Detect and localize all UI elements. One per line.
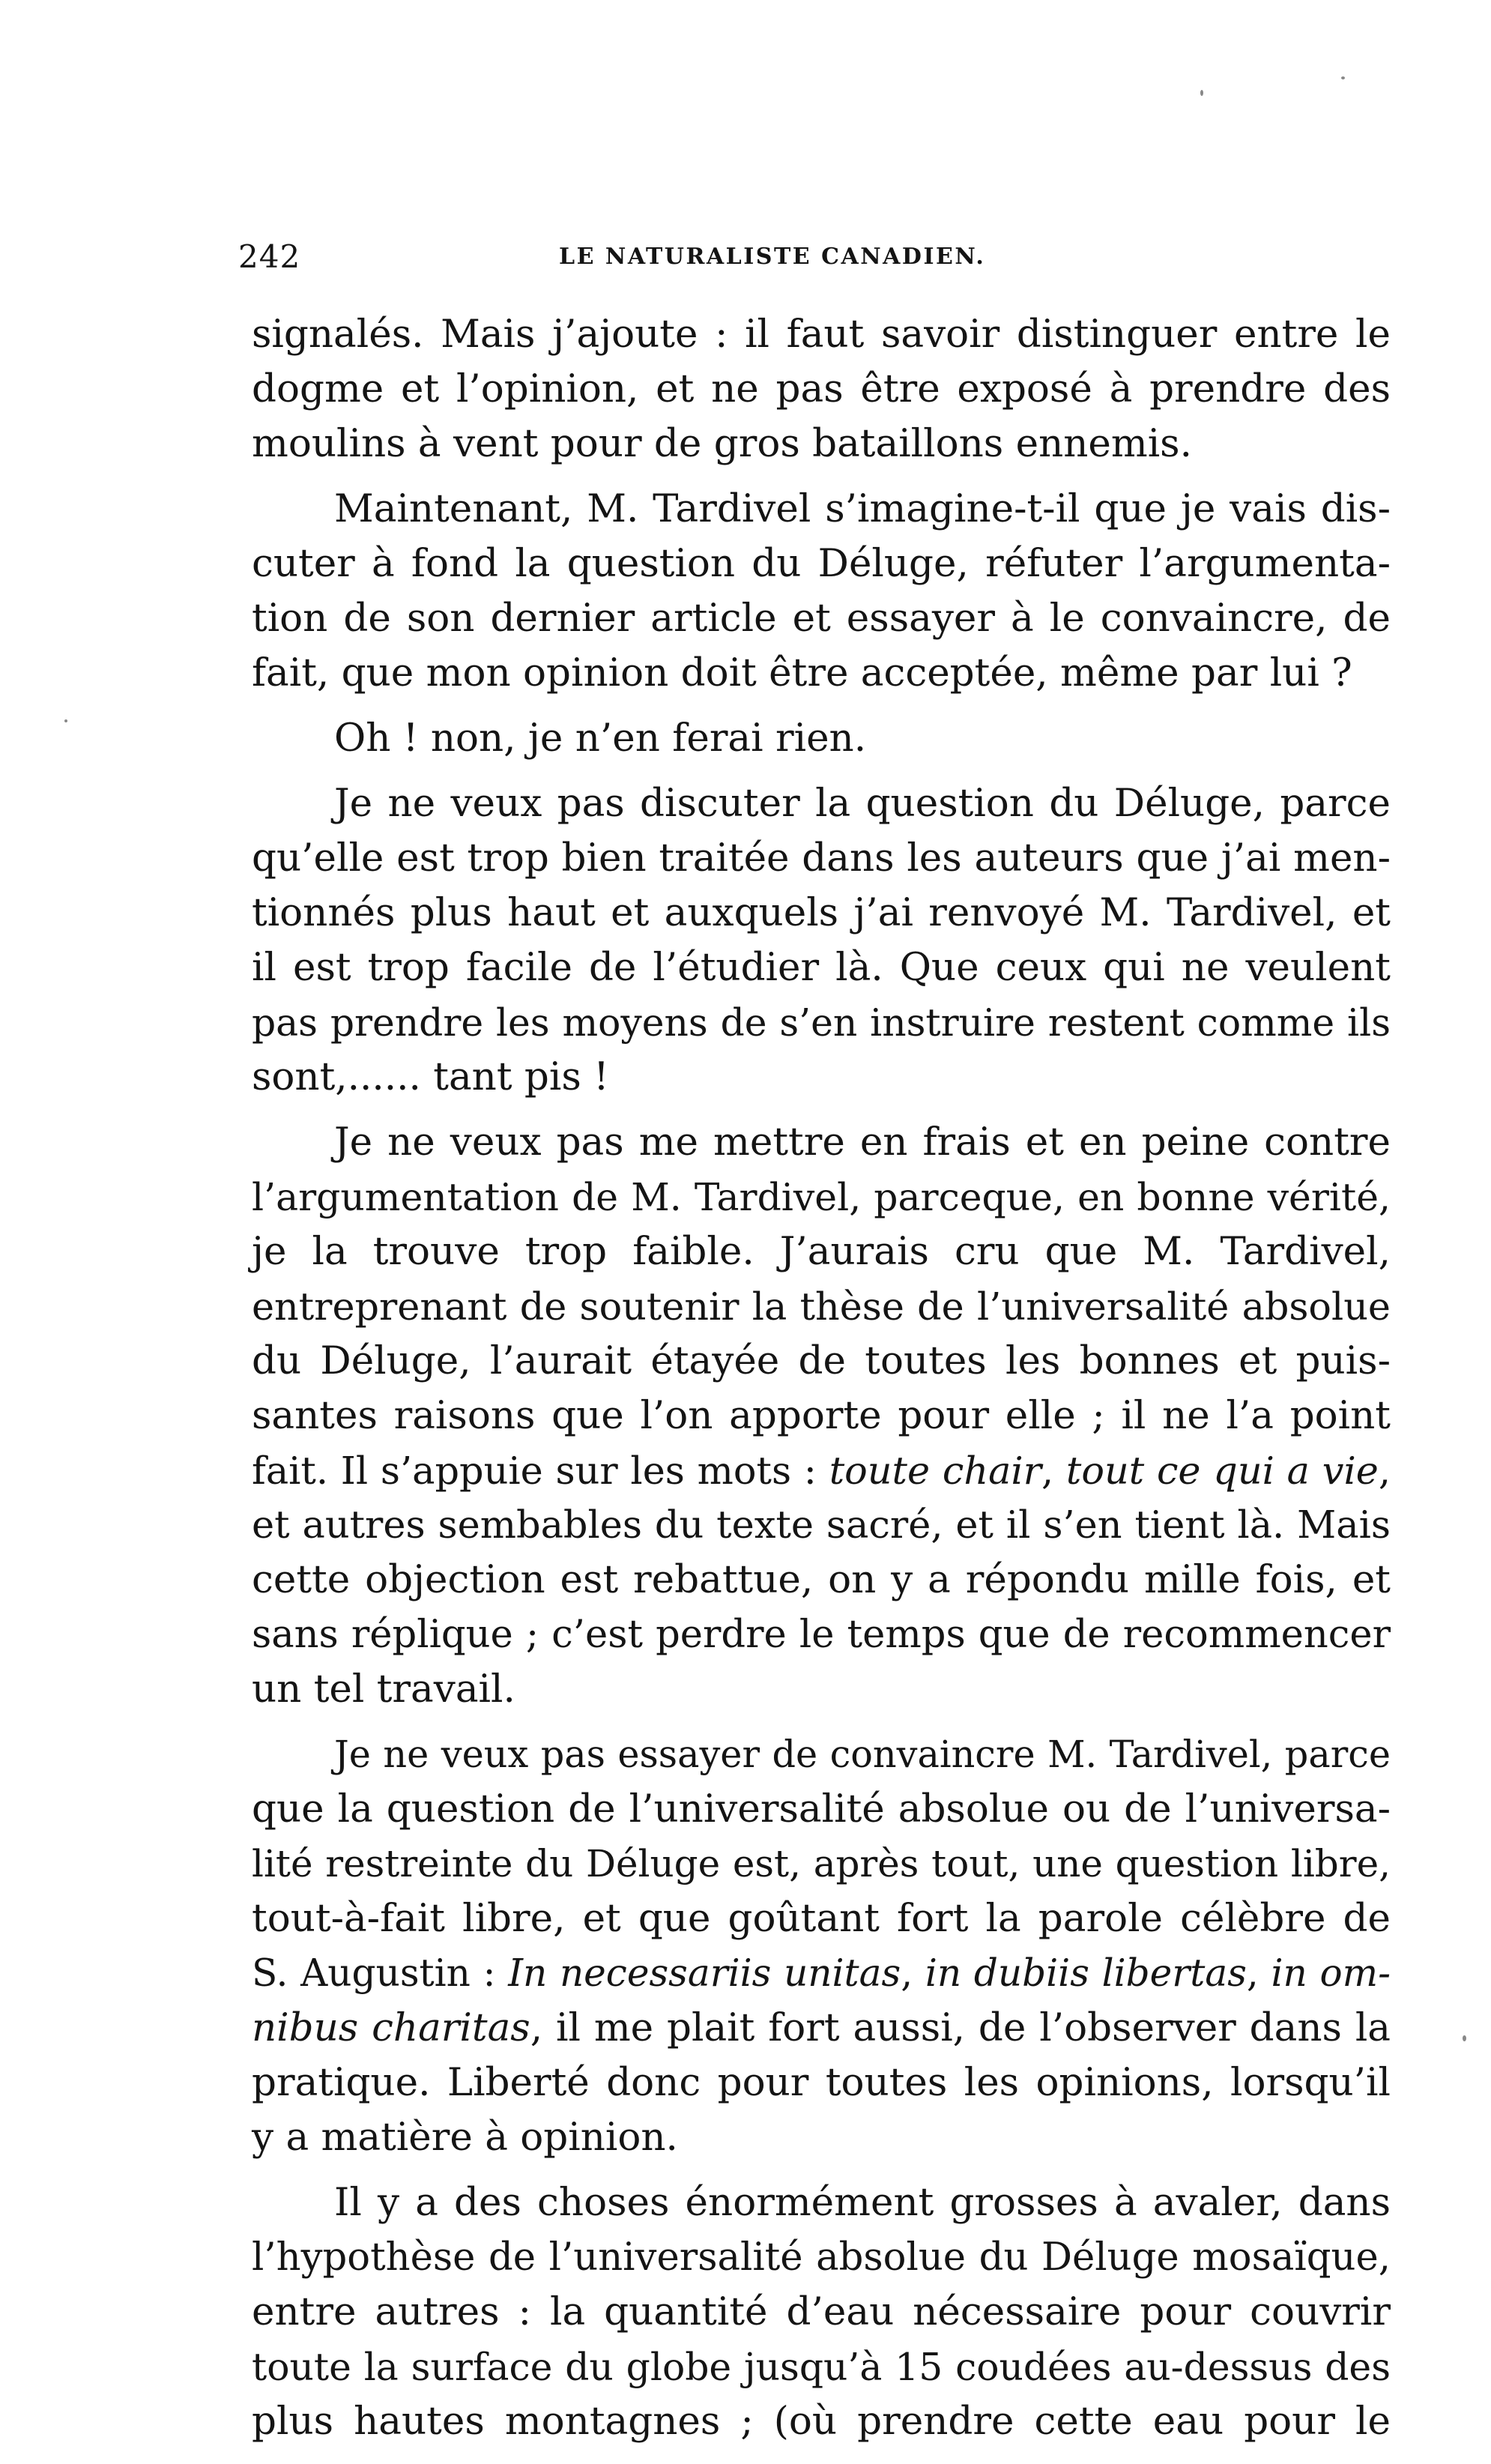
text-line <box>252 2001 1391 2056</box>
text-line <box>252 1837 1391 1891</box>
text-run: dogme et l’opinion, et ne pas être exposé à prendre des <box>252 366 1391 411</box>
text-run: du Déluge, l’aurait étayée de toutes les bonnes et puis- <box>252 1338 1391 1383</box>
italic-text-run: tout ce qui a vie <box>1065 1449 1379 1493</box>
page-header <box>238 235 1392 280</box>
italic-text-run: in om- <box>1271 1951 1391 1995</box>
text-line <box>252 482 1391 537</box>
text-run: tout-à-fait libre, et que goûtant fort la parole célèbre de <box>252 1896 1391 1941</box>
text-run: fait, que mon opinion doit être acceptée, même par lui ? <box>252 650 1352 695</box>
scan-speck <box>64 719 67 722</box>
text-run: cette objection est rebattue, on y a répondu mille fois, et <box>252 1557 1391 1602</box>
italic-text-run: toute chair <box>829 1449 1041 1493</box>
page-number: 242 <box>238 238 301 275</box>
text-run: Il y a des choses énormément grosses à avaler, dans <box>334 2180 1391 2225</box>
scan-speck <box>1200 90 1203 96</box>
text-line <box>252 1334 1391 1389</box>
text-run: , <box>1041 1449 1066 1493</box>
text-line <box>252 2175 1391 2230</box>
text-run: moulins à vent pour de gros bataillons ennemis. <box>252 421 1192 466</box>
text-line <box>252 1782 1391 1837</box>
running-title: LE NATURALISTE CANADIEN. <box>559 244 986 270</box>
text-line <box>252 1050 1391 1105</box>
text-run: , <box>1378 1449 1391 1493</box>
text-line <box>252 1443 1391 1498</box>
text-line <box>252 940 1391 995</box>
text-line <box>252 2110 1391 2165</box>
text-line <box>252 1498 1391 1553</box>
text-run: l’hypothèse de l’universalité absolue du Déluge mosaïque, <box>252 2235 1391 2280</box>
text-run: pas prendre les moyens de s’en instruire restent comme ils <box>252 1000 1391 1045</box>
text-run: qu’elle est trop bien traitée dans les auteurs que j’ai men- <box>252 836 1391 881</box>
text-line <box>252 995 1391 1050</box>
text-run: Oh ! non, je n’en ferai rien. <box>334 716 867 761</box>
text-line <box>252 1891 1391 1946</box>
italic-text-run: In necessariis unitas <box>508 1951 901 1995</box>
text-line <box>252 2394 1391 2449</box>
scan-speck <box>1463 2035 1466 2041</box>
text-line <box>252 2340 1391 2394</box>
text-run: y a matière à opinion. <box>252 2115 678 2160</box>
text-line <box>252 591 1391 646</box>
text-run: entreprenant de soutenir la thèse de l’universalité absolue <box>252 1284 1391 1329</box>
text-run: toute la surface du globe jusqu’à 15 coudées au-dessus des <box>252 2345 1391 2389</box>
text-line <box>252 1727 1391 1782</box>
text-line <box>252 2230 1391 2285</box>
text-line <box>252 1662 1391 1717</box>
italic-text-run: in dubiis libertas <box>925 1951 1247 1995</box>
text-line <box>252 1946 1391 2001</box>
text-line <box>252 307 1391 362</box>
text-run: un tel travail. <box>252 1667 515 1712</box>
text-run: que la question de l’universalité absolue ou de l’universa- <box>252 1787 1391 1832</box>
text-line <box>252 362 1391 417</box>
text-line <box>252 1279 1391 1334</box>
text-run: il est trop facile de l’étudier là. Que ceux qui ne veulent <box>252 945 1391 990</box>
text-run: Maintenant, M. Tardivel s’imagine-t-il que je vais dis- <box>334 486 1391 531</box>
text-line <box>252 886 1391 940</box>
text-run: S. Augustin : <box>252 1951 509 1995</box>
text-run: lité restreinte du Déluge est, après tout, une question libre, <box>252 1842 1391 1885</box>
text-line <box>252 831 1391 886</box>
text-run: , <box>901 1951 925 1995</box>
text-line <box>252 2285 1391 2340</box>
text-run: et autres sembables du texte sacré, et il s’en tient là. Mais <box>252 1503 1391 1547</box>
text-run: Je ne veux pas essayer de convaincre M. Tardivel, parce <box>334 1733 1391 1776</box>
text-run: sans réplique ; c’est perdre le temps que de recommencer <box>252 1613 1391 1657</box>
text-run: pratique. Liberté donc pour toutes les opinions, lorsqu’il <box>252 2060 1391 2105</box>
text-run: tionnés plus haut et auxquels j’ai renvoyé M. Tardivel, et <box>252 890 1391 935</box>
text-line <box>252 1225 1391 1279</box>
text-line <box>252 1553 1391 1607</box>
text-run: fait. Il s’appuie sur les mots : <box>252 1449 829 1493</box>
text-line <box>252 1607 1391 1662</box>
text-line <box>252 1389 1391 1443</box>
text-line <box>252 417 1391 471</box>
italic-text-run: nibus charitas <box>252 2005 530 2050</box>
text-run: tion de son dernier article et essayer à le convaincre, de <box>252 596 1391 641</box>
text-line <box>252 776 1391 831</box>
text-line <box>252 2056 1391 2110</box>
text-run: entre autres : la quantité d’eau nécessaire pour couvrir <box>252 2289 1391 2334</box>
text-run: je la trouve trop faible. J’aurais cru que M. Tardivel, <box>252 1229 1391 1274</box>
text-line <box>252 1115 1391 1170</box>
body-text <box>252 307 1391 2449</box>
text-line <box>252 646 1391 701</box>
text-run: l’argumentation de M. Tardivel, parceque, en bonne vérité, <box>252 1175 1391 1219</box>
text-line <box>252 711 1391 766</box>
text-run: plus hautes montagnes ; (où prendre cette eau pour le <box>252 2399 1391 2444</box>
text-line <box>252 1170 1391 1225</box>
text-run: , <box>1246 1951 1271 1995</box>
scan-speck <box>1341 76 1345 79</box>
text-run: signalés. Mais j’ajoute : il faut savoir distinguer entre le <box>252 312 1391 357</box>
text-run: sont,...... tant pis ! <box>252 1054 609 1099</box>
text-run: Je ne veux pas discuter la question du Déluge, parce <box>334 781 1391 826</box>
text-run: cuter à fond la question du Déluge, réfuter l’argumenta- <box>252 541 1391 586</box>
text-line <box>252 537 1391 591</box>
text-run: santes raisons que l’on apporte pour elle ; il ne l’a point <box>252 1393 1391 1438</box>
text-run: Je ne veux pas me mettre en frais et en peine contre <box>334 1120 1391 1165</box>
text-run: , il me plait fort aussi, de l’observer dans la <box>530 2005 1391 2050</box>
